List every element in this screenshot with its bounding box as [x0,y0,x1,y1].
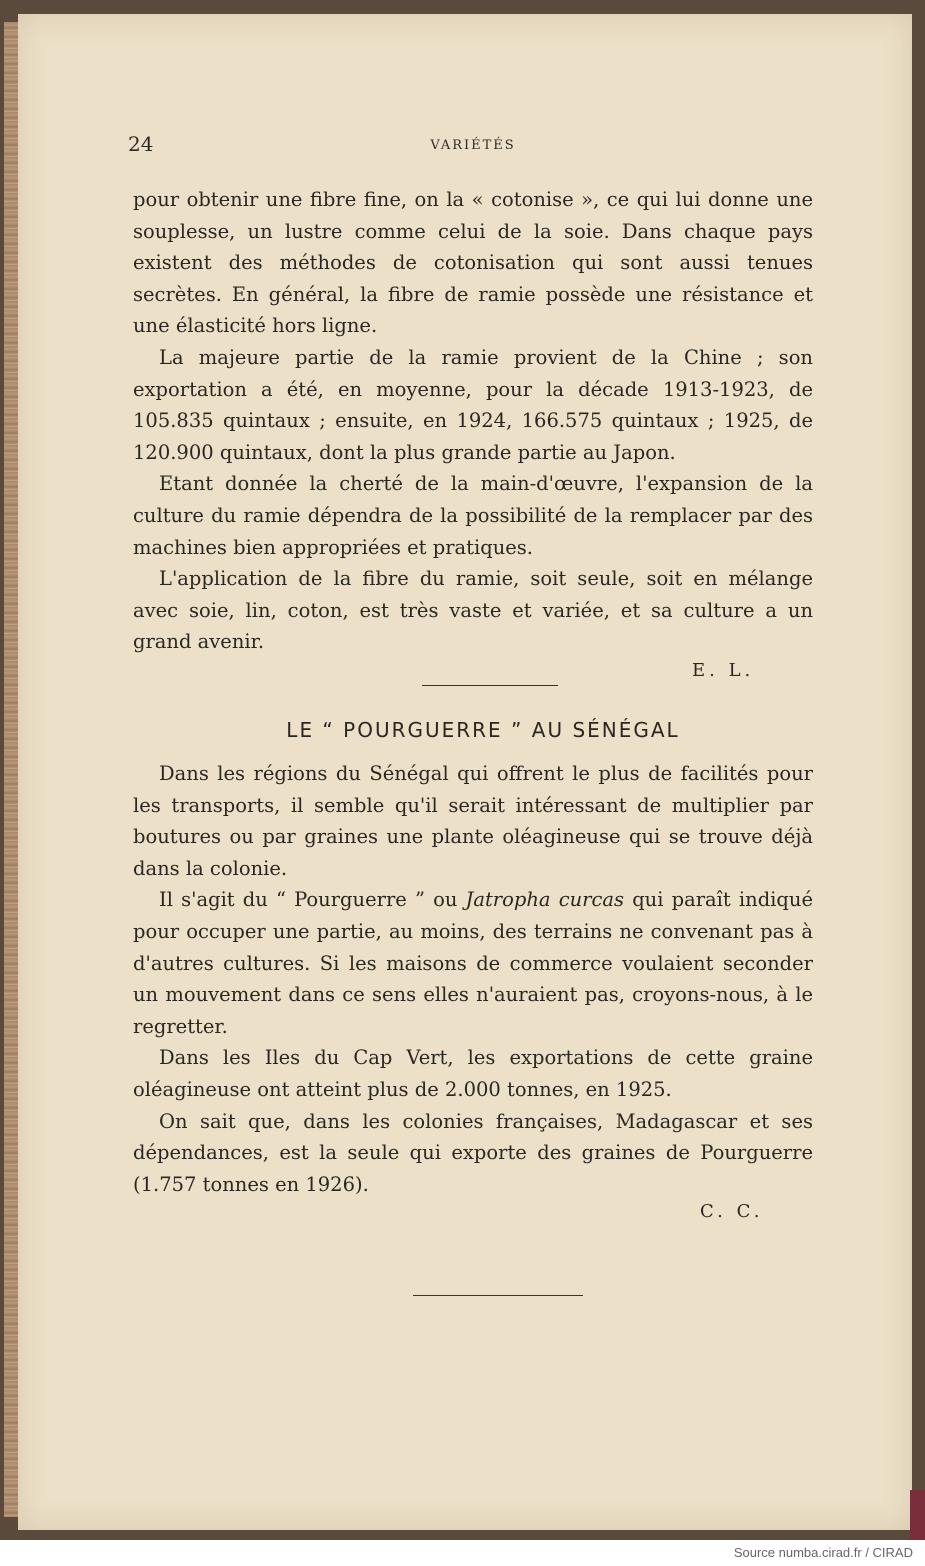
article-1-paragraph: Etant donnée la cherté de la main-d'œuvre, l'expansion de la culture du ramie dépendra de la possibilité de la remplacer par des machines bien appropriées et pratiques. [133,472,813,559]
article-2-title: LE “ POURGUERRE ” AU SÉNÉGAL [286,718,680,742]
article-1-paragraph: pour obtenir une fibre fine, on la « cotonise », ce qui lui donne une souplesse, un lustre comme celui de la soie. Dans chaque pays existent des méthodes de cotonisation qui sont aussi tenues secrètes. En général, la fibre de ramie possède une résistance et une élasticité hors ligne. [133,188,813,338]
article-2-body [133,758,813,1200]
article-2-paragraph: Dans les Iles du Cap Vert, les exportations de cette graine oléagineuse ont atteint plus de 2.000 tonnes, en 1925. [133,1046,813,1101]
article-2-paragraph [133,884,813,1042]
article-1-body [133,184,813,658]
running-header [128,132,818,162]
article-1-paragraph: L'application de la fibre du ramie, soit seule, soit en mélange avec soie, lin, coton, est très vaste et variée, et sa culture a un grand avenir. [133,567,813,654]
article-1-signature: E. L. [692,660,755,681]
end-divider [413,1295,583,1296]
article-2-paragraph: On sait que, dans les colonies françaises, Madagascar et ses dépendances, est la seule qui exporte des graines de Pourguerre (1.757 tonnes en 1926). [133,1109,813,1196]
species-name: Jatropha curcas [465,888,625,912]
page-number: 24 [128,132,154,156]
article-2-paragraph: Dans les régions du Sénégal qui offrent le plus de facilités pour les transports, il semble qu'il serait intéressant de multiplier par boutures ou par graines une plante oléagineuse qui se trouve déjà dans la colonie. [133,762,813,880]
section-divider [422,685,558,686]
article-2-signature: C. C. [700,1201,764,1222]
section-title: VARIÉTÉS [430,138,516,153]
paragraph-text: Il s'agit du “ Pourguerre ” ou [159,888,466,912]
page-edge-marker [910,1490,925,1540]
article-1-paragraph: La majeure partie de la ramie provient de la Chine ; son exportation a été, en moyenne, pour la décade 1913-1923, de 105.835 quintaux ; ensuite, en 1924, 166.575 quintaux ; 1925, de 120.900 quintaux, dont la plus grande partie au Japon. [133,345,813,464]
source-credit: Source numba.cirad.fr / CIRAD [733,1545,913,1560]
book-binding-edge [4,22,18,1517]
paragraph-text: qui paraît indiqué pour occuper une partie, au moins, des terrains ne convenant pas à d'autres cultures. Si les maisons de commerce voulaient seconder un mouvement dans ce sens elles n'auraient pas, croyons-nous, à le regretter. [133,888,813,1038]
